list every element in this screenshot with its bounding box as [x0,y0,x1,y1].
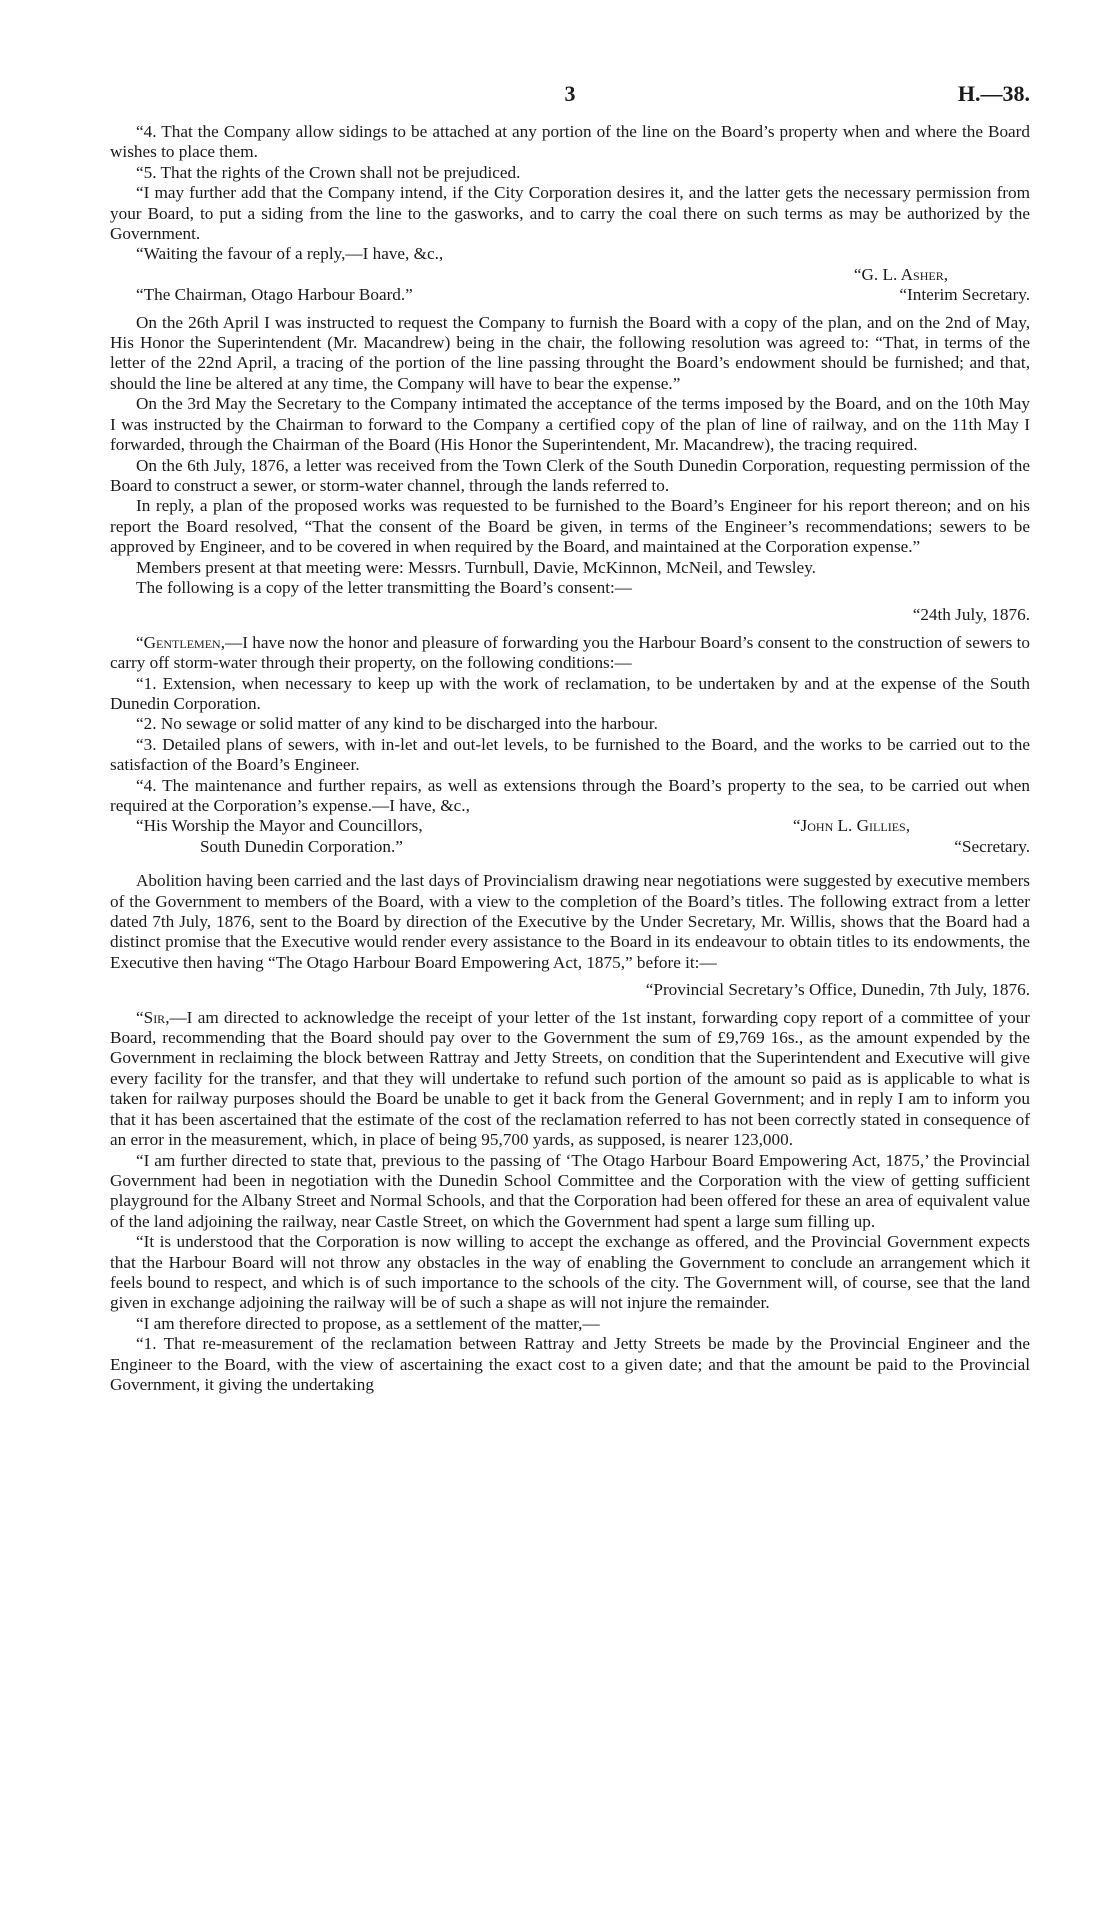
document-reference: H.—38. [957,81,1030,106]
signature-name: “G. L. Asher, [853,264,948,284]
signature-name: “John L. Gillies, [792,816,910,836]
paragraph-text: —I am directed to acknowledge the receipt of your letter of the 1st instant, forwarding copy report of a committee of your Board, recommending that the Board should pay over to the Government the sum of £9,769 16s., as the amount expended by the Government in reclaiming the block between Rattray and Jetty Streets, on condition that the Superintendent and Executive will give every facility for the transfer, and that they will undertake to refund such portion of the amount so paid as is applicable to what is taken for railway purposes should the Board be unable to get it back from the General Government; and in reply I am to inform you that it has been ascertained that the estimate of the cost of the reclamation referred to has not been correctly stated in consequence of an error in the measurement, which, in place of being 95,700 yards, as supposed, is nearer 123,000. [110,1007,1030,1150]
paragraph: “I am further directed to state that, previous to the passing of ‘The Otago Harbour Board Empowering Act, 1875,’ the Provincial Government had been in negotiation with the Dunedin School Committee and the Corporation with the view of getting sufficient playground for the Albany Street and Normal Schools, and that the Corporation had been offered for these an area of equivalent value of the land adjoining the railway, near Castle Street, on which the Government had spent a large sum filling up. [110,1150,1030,1231]
salutation: “Gentlemen, [136,632,225,652]
paragraph [110,633,1030,674]
document-page [110,82,1030,1395]
paragraph: On the 3rd May the Secretary to the Company intimated the acceptance of the terms imposed by the Board, and on the 10th May I was instructed by the Chairman to forward to the Company a certified copy of the plan of line of railway, and on the 11th May I forwarded, through the Chairman of the Board (His Honor the Superintendent, Mr. Macandrew), the tracing required. [110,394,1030,455]
page-header [110,82,1030,122]
addressee: South Dunedin Corporation.” [200,836,403,856]
paragraph: “Waiting the favour of a reply,—I have, &c., [136,244,444,264]
condition-item: “4. The maintenance and further repairs, as well as extensions through the Board’s property to the sea, to be carried out when required at the Corporation’s expense.—I have, &c., [110,775,1030,815]
paragraph: “I am therefore directed to propose, as a settlement of the matter,— [136,1313,600,1333]
paragraph: “1. That re-measurement of the reclamation between Rattray and Jetty Streets be made by the Provincial Engineer and the Engineer to the Board, with the view of ascertaining the exact cost to a given date; and that the amount be paid to the Provincial Government, it giving the undertaking [110,1334,1030,1394]
paragraph: Members present at that meeting were: Messrs. Turnbull, Davie, McKinnon, McNeil, and Tewsley. [136,557,816,577]
paragraph: “It is understood that the Corporation is now willing to accept the exchange as offered, and the Provincial Government expects that the Harbour Board will not throw any obstacles in the way of enabling the Government to conclude an arrangement which it feels bound to respect, and which is of such importance to the schools of the city. The Government will, of course, see that the land given in exchange adjoining the railway will be of such a shape as will not injure the remainder. [110,1232,1030,1313]
condition-item: “1. Extension, when necessary to keep up with the work of reclamation, to be undertaken by and at the expense of the South Dunedin Corporation. [110,673,1030,713]
condition-item: “2. No sewage or solid matter of any kind to be discharged into the harbour. [136,714,658,734]
signatory-title: “Interim Secretary. [899,285,1030,305]
paragraph: “5. That the rights of the Crown shall not be prejudiced. [136,162,521,182]
paragraph: On the 26th April I was instructed to request the Company to furnish the Board with a copy of the plan, and on the 2nd of May, His Honor the Superintendent (Mr. Macandrew) being in the chair, the following resolution was agreed to: “That, in terms of the letter of the 22nd April, a tracing of the portion of the line passing throught the Board’s endowment should be furnished; and that, should the line be altered at any time, the Company will have to bear the expense.” [110,312,1030,393]
signatory-title: “Secretary. [954,836,1030,856]
paragraph: “4. That the Company allow sidings to be attached at any portion of the line on the Board’s property when and where the Board wishes to place them. [110,122,1030,162]
signature-block [110,816,1030,836]
paragraph: In reply, a plan of the proposed works was requested to be furnished to the Board’s Engineer for his report thereon; and on his report the Board resolved, “That the consent of the Board be given, in terms of the Engineer’s recommendations; sewers to be approved by Engineer, and to be covered in when required by the Board, and maintained at the Corporation expense.” [110,496,1030,557]
salutation: “Sir, [136,1007,170,1027]
addressee: “His Worship the Mayor and Councillors, [136,816,423,836]
signature-block [110,285,1030,305]
paragraph-text: —I have now the honor and pleasure of forwarding you the Harbour Board’s consent to the construction of sewers to carry off storm-water through their property, on the following conditions:— [110,632,1030,673]
paragraph: “I may further add that the Company intend, if the City Corporation desires it, and the latter gets the necessary permission from your Board, to put a siding from the line to the gasworks, and to carry the coal there on such terms as may be authorized by the Government. [110,183,1030,244]
paragraph: Abolition having been carried and the last days of Provincialism drawing near negotiations were suggested by executive members of the Government to members of the Board, with a view to the completion of the Board’s titles. The following extract from a letter dated 7th July, 1876, sent to the Board by direction of the Executive by the Under Secretary, Mr. Willis, shows that the Board had a distinct promise that the Executive would render every assistance to the Board in its endeavour to obtain titles to its endowments, the Executive then having “The Otago Harbour Board Empowering Act, 1875,” before it:— [110,871,1030,972]
page-number: 3 [564,81,576,106]
addressee: “The Chairman, Otago Harbour Board.” [136,285,413,305]
paragraph: The following is a copy of the letter transmitting the Board’s consent:— [136,577,632,597]
letter-date: “Provincial Secretary’s Office, Dunedin, 7th July, 1876. [645,980,1030,1000]
signature-block [110,837,1030,857]
paragraph [110,1008,1030,1151]
paragraph: On the 6th July, 1876, a letter was received from the Town Clerk of the South Dunedin Corporation, requesting permission of the Board to construct a sewer, or storm-water channel, through the lands referred to. [110,455,1030,495]
condition-item: “3. Detailed plans of sewers, with in-let and out-let levels, to be furnished to the Board, and the works to be carried out to the satisfaction of the Board’s Engineer. [110,734,1030,775]
letter-date: “24th July, 1876. [912,605,1030,625]
